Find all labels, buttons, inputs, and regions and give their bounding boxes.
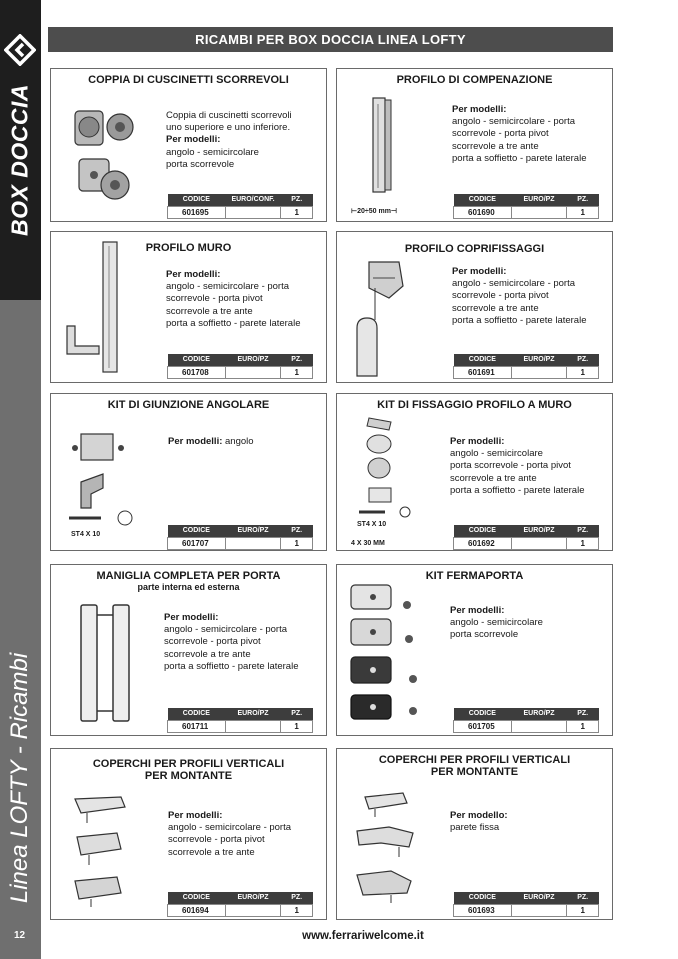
col-euro: EURO/PZ — [225, 708, 281, 720]
price-cell — [511, 537, 567, 549]
col-euro: EURO/PZ — [511, 708, 567, 720]
model-line: scorrevole - porta pivot — [168, 834, 265, 846]
model-line: porta scorrevole — [450, 629, 519, 641]
footer-website-link[interactable]: www.ferrariwelcome.it — [302, 930, 424, 942]
col-codice: CODICE — [454, 708, 512, 720]
card-title: PROFILO MURO — [145, 242, 232, 254]
models-label: Per modelli: — [168, 810, 223, 821]
sidebar-subtitle: Linea LOFTY - Ricambi — [6, 652, 33, 904]
quantity-cell: 1 — [281, 366, 313, 378]
product-card-profilo-coprifissaggi — [336, 231, 613, 383]
quantity-cell: 1 — [281, 537, 313, 549]
model-line: scorrevole a tre ante — [452, 302, 539, 314]
model-line: angolo - semicircolare - porta — [166, 281, 290, 293]
model-line: porta scorrevole — [166, 158, 235, 170]
product-code: 601705 — [454, 720, 512, 732]
models-label: Per modelli: — [168, 436, 223, 447]
card-title: MANIGLIA COMPLETA PER PORTA — [96, 570, 281, 582]
model-line: angolo - semicircolare - porta — [452, 116, 576, 128]
model-line: scorrevole a tre ante — [450, 472, 537, 484]
price-cell — [511, 904, 567, 916]
model-line: scorrevole a tre ante — [168, 846, 255, 858]
model-line: angolo - semicircolare - porta — [164, 624, 288, 636]
col-pz: PZ. — [281, 892, 313, 904]
card-title-line2: PER MONTANTE — [430, 766, 519, 778]
product-card-coperchi-montante-a — [50, 748, 327, 920]
quantity-cell: 1 — [567, 904, 599, 916]
arrow-right-icon: ⊣ — [390, 208, 398, 215]
profile-illustration — [363, 96, 403, 196]
col-pz: PZ. — [281, 194, 313, 206]
brand-logo-icon — [4, 34, 36, 66]
price-table — [453, 194, 599, 219]
col-codice: CODICE — [454, 892, 512, 904]
page-number: 12 — [14, 930, 26, 941]
models-label: Per modelli: — [452, 266, 507, 277]
price-table — [167, 194, 313, 219]
arrow-left-icon: ⊢ — [351, 208, 358, 215]
model-line: porta a soffietto - parete laterale — [166, 317, 301, 329]
price-table — [453, 708, 599, 733]
model-line: parete fissa — [450, 822, 500, 834]
quantity-cell: 1 — [281, 904, 313, 916]
product-code: 601693 — [454, 904, 512, 916]
col-euro: EURO/PZ — [225, 354, 281, 366]
quantity-cell: 1 — [567, 366, 599, 378]
model-line: scorrevole a tre ante — [166, 305, 253, 317]
col-pz: PZ. — [281, 354, 313, 366]
door-stop-illustration — [347, 583, 433, 725]
col-pz: PZ. — [567, 194, 599, 206]
model-line: angolo - semicircolare — [450, 448, 543, 460]
bearing-pair-illustration — [65, 105, 145, 205]
col-pz: PZ. — [567, 708, 599, 720]
model-line: porta a soffietto - parete laterale — [450, 484, 585, 496]
col-codice: CODICE — [454, 525, 512, 537]
price-table — [167, 525, 313, 550]
description-line: uno superiore e uno inferiore. — [166, 122, 291, 134]
model-line: porta a soffietto - parete laterale — [164, 660, 299, 672]
models-label: Per modelli: — [452, 104, 507, 115]
product-card-profilo-muro — [50, 231, 327, 383]
card-subtitle: parte interna ed esterna — [137, 582, 240, 592]
screw-label: ST4 X 10 — [71, 531, 101, 538]
product-code: 601708 — [168, 366, 226, 378]
model-line: angolo - semicircolare — [166, 146, 259, 158]
wall-profile-illustration — [63, 238, 143, 378]
end-caps-illustration — [67, 793, 131, 909]
model-line: porta a soffietto - parete laterale — [452, 152, 587, 164]
card-title: COPERCHI PER PROFILI VERTICALI — [378, 754, 571, 766]
quantity-cell: 1 — [567, 206, 599, 218]
product-code: 601692 — [454, 537, 512, 549]
product-code: 601695 — [168, 206, 226, 218]
card-title: KIT DI GIUNZIONE ANGOLARE — [107, 399, 270, 411]
card-title: PROFILO DI COMPENAZIONE — [396, 74, 553, 86]
col-euro: EURO/CONF. — [225, 194, 281, 206]
models-label: Per modelli: — [166, 134, 221, 146]
model-line: angolo - semicircolare — [450, 617, 543, 629]
product-code: 601690 — [454, 206, 512, 218]
product-code: 601707 — [168, 537, 226, 549]
col-pz: PZ. — [281, 708, 313, 720]
product-card-giunzione-angolare — [50, 393, 327, 551]
col-codice: CODICE — [168, 708, 226, 720]
model-line: scorrevole - porta pivot — [452, 128, 549, 140]
model-line: porta a soffietto - parete laterale — [452, 314, 587, 326]
col-codice: CODICE — [168, 194, 226, 206]
product-code: 601694 — [168, 904, 226, 916]
card-title: COPERCHI PER PROFILI VERTICALI — [92, 758, 285, 770]
product-code: 601711 — [168, 720, 226, 732]
fixing-kit-illustration — [349, 412, 419, 522]
price-cell — [225, 904, 281, 916]
models-label: Per modello: — [450, 810, 508, 821]
models-label: Per modelli: — [166, 269, 221, 280]
quantity-cell: 1 — [281, 206, 313, 218]
product-card-fissaggio-profilo — [336, 393, 613, 551]
cover-profile-illustration — [349, 258, 419, 380]
price-table — [167, 708, 313, 733]
screw-label-2: 4 X 30 MM — [351, 540, 385, 547]
models-label: Per modelli: — [450, 605, 505, 616]
price-cell — [511, 366, 567, 378]
col-pz: PZ. — [567, 892, 599, 904]
price-table — [167, 892, 313, 917]
product-card-coperchi-montante-b — [336, 748, 613, 920]
product-card-maniglia — [50, 564, 327, 736]
price-table — [453, 525, 599, 550]
product-card-cuscinetti — [50, 68, 327, 222]
card-title: KIT FERMAPORTA — [425, 570, 524, 582]
models-label: Per modelli: — [450, 436, 505, 447]
model-line: angolo - semicircolare - porta — [168, 822, 292, 834]
model-line: scorrevole a tre ante — [452, 140, 539, 152]
product-card-fermaporta — [336, 564, 613, 736]
quantity-cell: 1 — [567, 537, 599, 549]
col-pz: PZ. — [281, 525, 313, 537]
col-pz: PZ. — [567, 525, 599, 537]
price-cell — [511, 720, 567, 732]
col-codice: CODICE — [168, 354, 226, 366]
model-line: angolo — [222, 436, 254, 447]
product-code: 601691 — [454, 366, 512, 378]
screw-label: ST4 X 10 — [357, 521, 387, 528]
model-line: scorrevole - porta pivot — [166, 293, 263, 305]
card-title: COPPIA DI CUSCINETTI SCORREVOLI — [88, 74, 289, 86]
description-line: Coppia di cuscinetti scorrevoli — [166, 110, 292, 121]
card-title-line2: PER MONTANTE — [144, 770, 233, 782]
col-euro: EURO/PZ — [511, 892, 567, 904]
quantity-cell: 1 — [281, 720, 313, 732]
model-line: porta scorrevole - porta pivot — [450, 460, 571, 472]
col-euro: EURO/PZ — [511, 525, 567, 537]
price-table — [167, 354, 313, 379]
models-label: Per modelli: — [164, 612, 219, 623]
dimension-label — [351, 207, 397, 215]
price-cell — [225, 366, 281, 378]
price-cell — [511, 206, 567, 218]
handle-illustration — [77, 601, 133, 725]
col-codice: CODICE — [454, 194, 512, 206]
model-line: angolo - semicircolare - porta — [452, 278, 576, 290]
card-title: PROFILO COPRIFISSAGGI — [404, 243, 545, 255]
price-cell — [225, 720, 281, 732]
dimension-value: 20÷50 mm — [357, 208, 391, 215]
model-line: scorrevole - porta pivot — [164, 636, 261, 648]
col-codice: CODICE — [168, 892, 226, 904]
price-table — [453, 892, 599, 917]
col-pz: PZ. — [567, 354, 599, 366]
price-cell — [225, 537, 281, 549]
end-caps-illustration — [351, 787, 421, 907]
quantity-cell: 1 — [567, 720, 599, 732]
product-card-profilo-compensazione — [336, 68, 613, 222]
corner-joint-illustration — [65, 430, 145, 530]
col-euro: EURO/PZ — [511, 354, 567, 366]
card-title: KIT DI FISSAGGIO PROFILO A MURO — [377, 399, 572, 411]
sidebar-title: BOX DOCCIA — [6, 84, 33, 236]
col-codice: CODICE — [168, 525, 226, 537]
col-euro: EURO/PZ — [511, 194, 567, 206]
price-cell — [225, 206, 281, 218]
col-codice: CODICE — [454, 354, 512, 366]
model-line: scorrevole - porta pivot — [452, 290, 549, 302]
col-euro: EURO/PZ — [225, 892, 281, 904]
model-line: scorrevole a tre ante — [164, 648, 251, 660]
price-table — [453, 354, 599, 379]
page-banner: RICAMBI PER BOX DOCCIA LINEA LOFTY — [48, 27, 613, 52]
col-euro: EURO/PZ — [225, 525, 281, 537]
